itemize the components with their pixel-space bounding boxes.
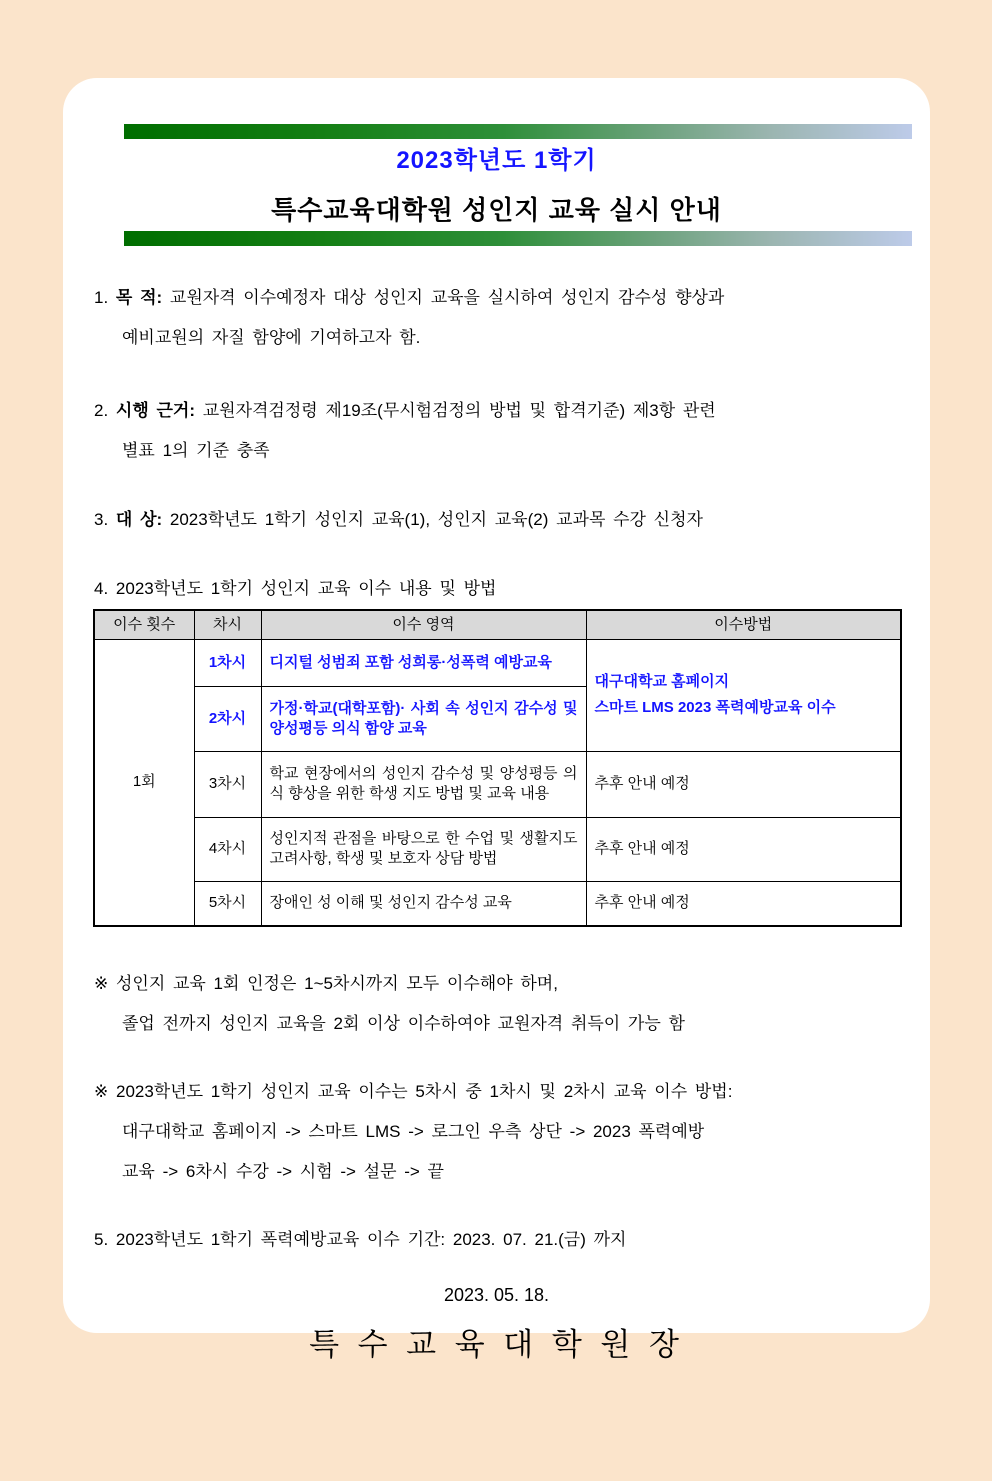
item-deadline (94, 1220, 900, 1260)
note-method-steps (94, 1072, 900, 1192)
method-cell: 추후 안내 예정 (586, 881, 901, 926)
item-deadline-line-1 (94, 1220, 900, 1260)
note-line-1 (94, 964, 900, 1004)
method-cell: 추후 안내 예정 (586, 751, 901, 817)
item-legal-basis (94, 391, 900, 471)
table-row (94, 751, 901, 817)
note-line-3: 교육 -> 6차시 수강 -> 시험 -> 설문 -> 끝 (122, 1162, 444, 1181)
table-row (94, 881, 901, 926)
note-line-2: 대구대학교 홈페이지 -> 스마트 LMS -> 로그인 우측 상단 -> 2023 폭력예방 (122, 1122, 705, 1141)
item-table-caption (94, 569, 900, 609)
gradient-bar-bottom (124, 231, 912, 246)
method-cell-merged (586, 639, 901, 751)
education-table (93, 609, 902, 927)
table-row (94, 639, 901, 686)
note-text: 성인지 교육 1회 인정은 1~5차시까지 모두 이수해야 하며, (115, 974, 558, 993)
item-legal-basis-line-1 (94, 391, 900, 431)
note-marker: ※ (94, 1082, 109, 1101)
note-completion-rule (94, 964, 900, 1044)
count-cell: 1회 (94, 639, 194, 926)
area-cell: 디지털 성범죄 포함 성희롱·성폭력 예방교육 (261, 639, 586, 686)
column-header-method: 이수방법 (586, 610, 901, 639)
session-cell: 1차시 (194, 639, 261, 686)
item-number: 3. (94, 510, 109, 529)
semester-title: 2023학년도 1학기 (396, 147, 597, 174)
method-line: 대구대학교 홈페이지 (594, 673, 730, 690)
session-cell: 4차시 (194, 817, 261, 881)
item-text: 교원자격검정령 제19조(무시험검정의 방법 및 합격기준) 제3항 관련 (202, 401, 716, 420)
note-marker: ※ (94, 974, 109, 993)
method-cell: 추후 안내 예정 (586, 817, 901, 881)
area-cell: 가정·학교(대학포함)· 사회 속 성인지 감수성 및 양성평등 의식 함양 교육 (261, 686, 586, 751)
table-row (94, 817, 901, 881)
issue-date: 2023. 05. 18. (443, 1285, 550, 1305)
main-title: 특수교육대학원 성인지 교육 실시 안내 (271, 195, 722, 225)
item-label: 시행 근거: (115, 401, 195, 420)
item-table-caption-line-1 (94, 569, 900, 609)
item-target (94, 500, 900, 540)
column-header-session: 차시 (194, 610, 261, 639)
item-text: 교원자격 이수예정자 대상 성인지 교육을 실시하여 성인지 감수성 향상과 (169, 288, 725, 307)
item-purpose (94, 278, 900, 358)
document-body (94, 278, 900, 609)
table-header-row (94, 610, 901, 639)
session-cell: 3차시 (194, 751, 261, 817)
gradient-bar-top (124, 124, 912, 139)
notice-card (63, 78, 930, 1362)
note-line-2: 졸업 전까지 성인지 교육을 2회 이상 이수하여야 교원자격 취득이 가능 함 (122, 1014, 685, 1033)
item-purpose-line-1 (94, 278, 900, 318)
signature-dean: 특 수 교 육 대 학 원 장 (309, 1327, 684, 1362)
session-cell: 2차시 (194, 686, 261, 751)
item-number: 1. (94, 288, 109, 307)
session-cell: 5차시 (194, 881, 261, 926)
item-purpose-line-2: 예비교원의 자질 함양에 기여하고자 함. (122, 328, 421, 347)
item-label: 대 상: (115, 510, 163, 529)
item-number: 5. (94, 1230, 109, 1249)
item-number: 4. (94, 579, 109, 598)
item-number: 2. (94, 401, 109, 420)
item-text: 2023학년도 1학기 성인지 교육(1), 성인지 교육(2) 교과목 수강 신청자 (169, 510, 703, 529)
area-cell: 학교 현장에서의 성인지 감수성 및 양성평등 의식 향상을 위한 학생 지도 방법 및 교육 내용 (261, 751, 586, 817)
method-line: 스마트 LMS 2023 폭력예방교육 이수 (594, 699, 836, 716)
notes-and-footer (94, 964, 900, 1260)
item-label: 목 적: (115, 288, 163, 307)
area-cell: 장애인 성 이해 및 성인지 감수성 교육 (261, 881, 586, 926)
area-cell: 성인지적 관점을 바탕으로 한 수업 및 생활지도 고려사항, 학생 및 보호자 상담 방법 (261, 817, 586, 881)
note-line-1 (94, 1072, 900, 1112)
item-legal-basis-line-2: 별표 1의 기준 충족 (122, 441, 270, 460)
item-text: 2023학년도 1학기 성인지 교육 이수 내용 및 방법 (115, 579, 497, 598)
top-spacer (63, 78, 930, 124)
note-text: 2023학년도 1학기 성인지 교육 이수는 5차시 중 1차시 및 2차시 교육 이수 방법: (115, 1082, 733, 1101)
column-header-area: 이수 영역 (261, 610, 586, 639)
item-target-line-1 (94, 500, 900, 540)
item-text: 2023학년도 1학기 폭력예방교육 이수 기간: 2023. 07. 21.(금) 까지 (115, 1230, 627, 1249)
column-header-count: 이수 횟수 (94, 610, 194, 639)
